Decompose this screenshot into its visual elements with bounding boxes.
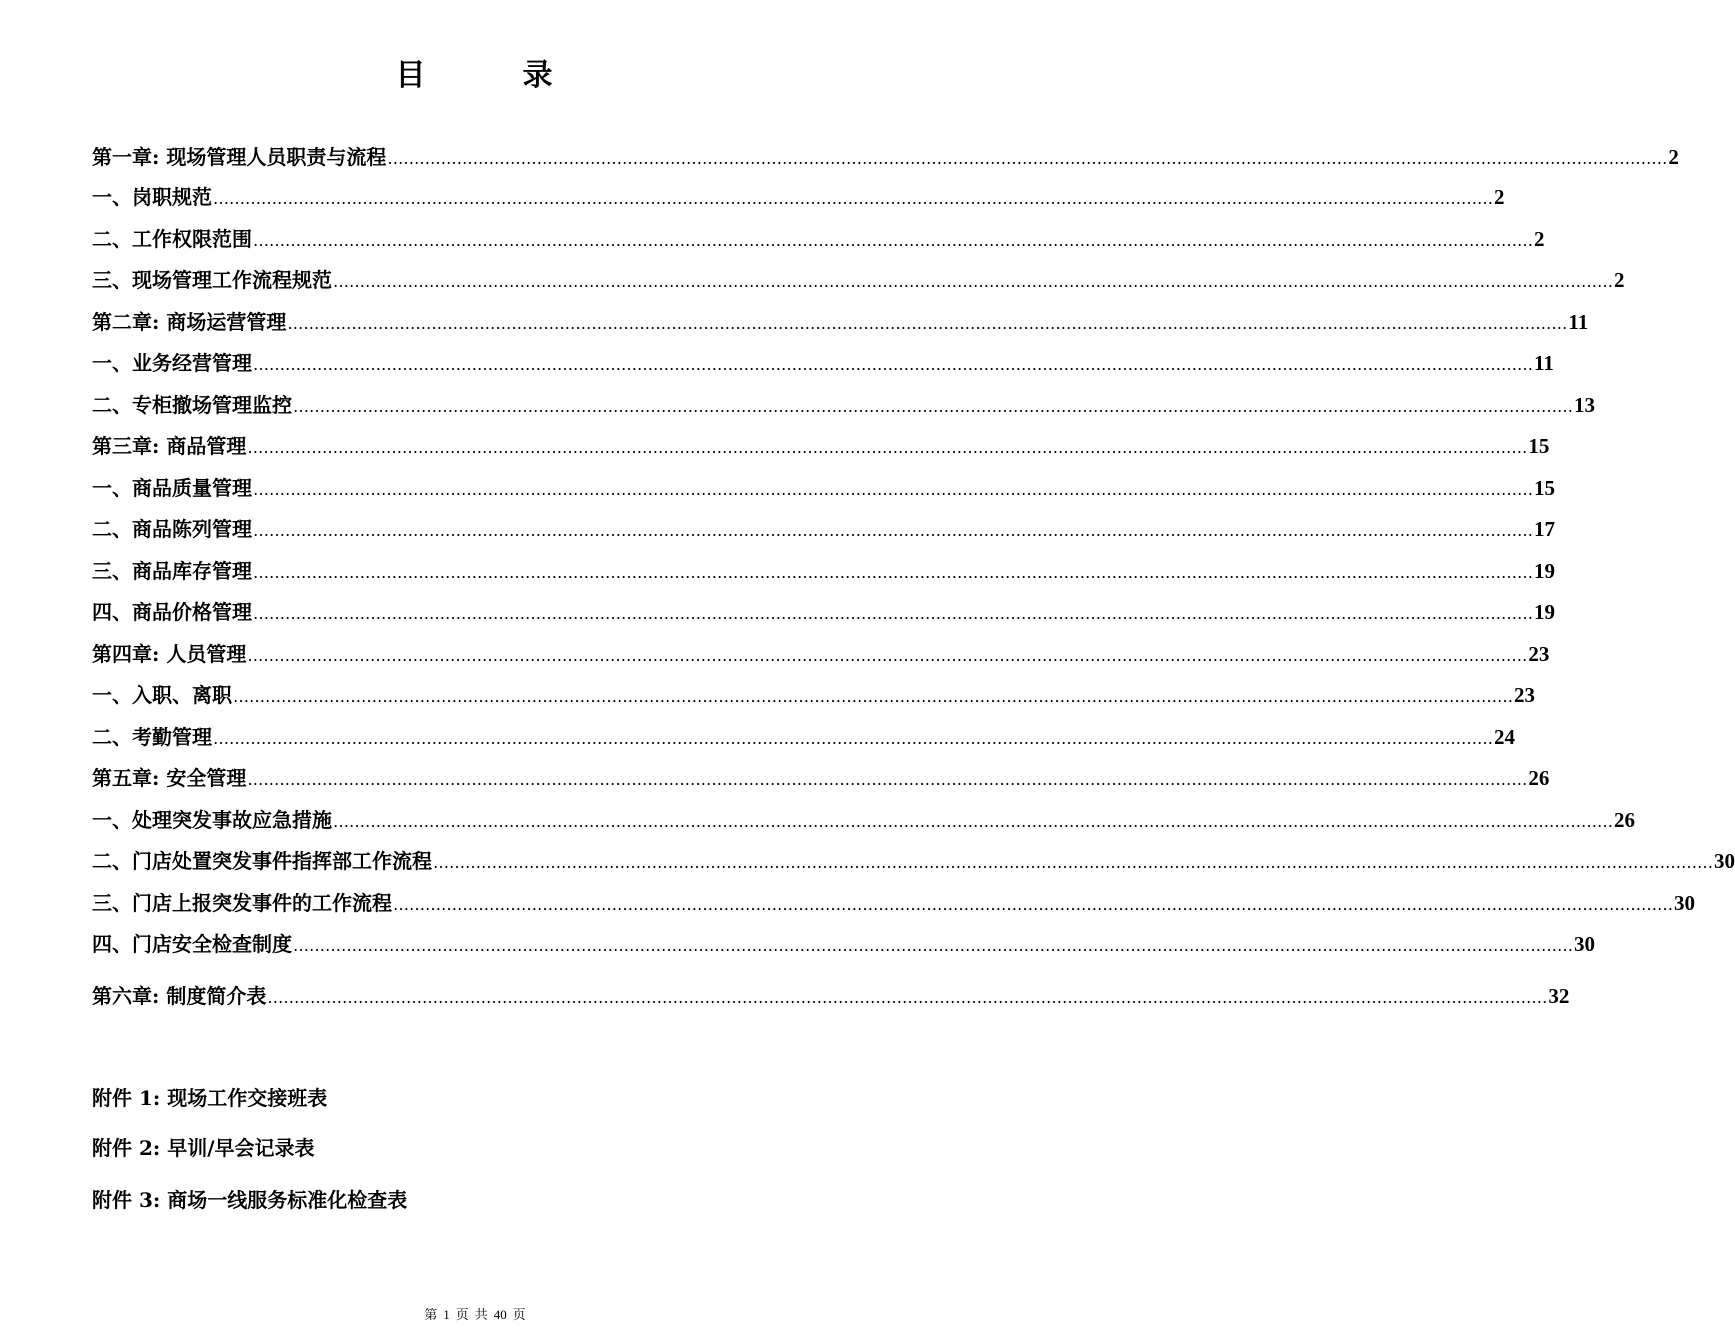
toc-page-number: 2 xyxy=(1668,145,1679,169)
toc-page-number: 19 xyxy=(1534,600,1555,624)
toc-leader: …………………………………………………………………………………………………………………………………………………………………………………………………………………… xyxy=(267,988,1548,1007)
toc-page-number: 2 xyxy=(1614,268,1625,292)
toc-page-number: 11 xyxy=(1568,310,1589,334)
annex-item[interactable]: 附件 3: 商场一线服务标准化检查表 xyxy=(92,1188,408,1212)
toc-label: 三、商品库存管理 xyxy=(92,559,252,583)
toc-label: 四、门店安全检查制度 xyxy=(92,932,292,956)
toc-label: 一、商品质量管理 xyxy=(92,476,252,500)
toc-entry[interactable] xyxy=(92,388,1595,418)
toc-entry[interactable] xyxy=(92,886,1695,916)
toc-page-number: 32 xyxy=(1548,984,1570,1008)
toc-entry[interactable] xyxy=(92,979,1570,1009)
toc-entry[interactable] xyxy=(92,761,1550,791)
toc-label: 三、门店上报突发事件的工作流程 xyxy=(92,891,392,915)
toc-entry[interactable] xyxy=(92,471,1555,501)
footer-prefix: 第 xyxy=(424,1307,438,1322)
toc-label: 第一章: 现场管理人员职责与流程 xyxy=(92,145,387,169)
toc-leader: …………………………………………………………………………………………………………………………………………………………………………………………………………………… xyxy=(233,687,1513,706)
toc-entry[interactable] xyxy=(92,554,1555,584)
toc-leader: …………………………………………………………………………………………………………………………………………………………………………………………………………………… xyxy=(247,770,1528,789)
toc-label: 二、商品陈列管理 xyxy=(92,517,252,541)
toc-entry[interactable] xyxy=(92,678,1535,708)
toc-entry[interactable] xyxy=(92,927,1595,957)
toc-entry[interactable] xyxy=(92,180,1505,210)
toc-page-number: 19 xyxy=(1534,559,1555,583)
toc-label: 一、处理突发事故应急措施 xyxy=(92,808,332,832)
toc-entry[interactable] xyxy=(92,140,1679,170)
toc-entry[interactable] xyxy=(92,429,1550,459)
toc-label: 三、现场管理工作流程规范 xyxy=(92,268,332,292)
toc-entry[interactable] xyxy=(92,346,1554,376)
title-left-char: 目 xyxy=(395,58,428,93)
footer-current-page: 1 xyxy=(443,1307,450,1322)
toc-page-number: 17 xyxy=(1534,517,1555,541)
annex-item[interactable]: 附件 2: 早训/早会记录表 xyxy=(92,1136,315,1160)
toc-leader: …………………………………………………………………………………………………………………………………………………………………………………………………………………… xyxy=(253,231,1533,250)
toc-label: 一、岗职规范 xyxy=(92,185,212,209)
toc-label: 二、门店处置突发事件指挥部工作流程 xyxy=(92,849,432,873)
toc-leader: …………………………………………………………………………………………………………………………………………………………………………………………………………………… xyxy=(333,272,1613,291)
toc-leader: …………………………………………………………………………………………………………………………………………………………………………………………………………………… xyxy=(253,355,1533,374)
toc-page-number: 15 xyxy=(1534,476,1555,500)
toc-entry[interactable] xyxy=(92,844,1735,874)
toc-leader: …………………………………………………………………………………………………………………………………………………………………………………………………………………… xyxy=(293,936,1573,955)
toc-label: 一、入职、离职 xyxy=(92,683,232,707)
page-footer xyxy=(0,1304,950,1323)
toc-leader: …………………………………………………………………………………………………………………………………………………………………………………………………………………… xyxy=(213,189,1493,208)
toc-entry[interactable] xyxy=(92,222,1545,252)
toc-page-number: 24 xyxy=(1494,725,1515,749)
toc-leader: …………………………………………………………………………………………………………………………………………………………………………………………………………………… xyxy=(433,853,1713,872)
toc-page-number: 23 xyxy=(1514,683,1535,707)
footer-page-word: 页 xyxy=(455,1307,469,1322)
toc-page-number: 13 xyxy=(1574,393,1595,417)
toc-page-number: 26 xyxy=(1528,766,1550,790)
toc-page-number: 2 xyxy=(1534,227,1545,251)
toc-label: 第二章: 商场运营管理 xyxy=(92,310,287,334)
toc-page-number: 30 xyxy=(1714,849,1735,873)
toc-entry[interactable] xyxy=(92,637,1550,667)
toc-label: 第六章: 制度简介表 xyxy=(92,984,267,1008)
toc-page-number: 30 xyxy=(1674,891,1695,915)
toc-label: 二、专柜撤场管理监控 xyxy=(92,393,292,417)
toc-leader: …………………………………………………………………………………………………………………………………………………………………………………………………………………… xyxy=(293,397,1573,416)
toc-entry[interactable] xyxy=(92,595,1555,625)
toc-page-number: 23 xyxy=(1528,642,1550,666)
footer-suffix: 页 xyxy=(512,1307,526,1322)
toc-leader: …………………………………………………………………………………………………………………………………………………………………………………………………………………… xyxy=(253,521,1533,540)
toc-leader: …………………………………………………………………………………………………………………………………………………………………………………………………………………… xyxy=(253,563,1533,582)
toc-page-number: 30 xyxy=(1574,932,1595,956)
toc-leader: …………………………………………………………………………………………………………………………………………………………………………………………………………………… xyxy=(387,149,1668,168)
title-right-char: 录 xyxy=(522,58,555,93)
toc-entry[interactable] xyxy=(92,720,1515,750)
toc-page-number: 26 xyxy=(1614,808,1635,832)
toc-leader: …………………………………………………………………………………………………………………………………………………………………………………………………………………… xyxy=(253,480,1533,499)
toc-leader: …………………………………………………………………………………………………………………………………………………………………………………………………………………… xyxy=(253,604,1533,623)
toc-entry[interactable] xyxy=(92,803,1635,833)
page-title xyxy=(0,50,950,94)
toc-entry[interactable] xyxy=(92,512,1555,542)
toc-label: 二、考勤管理 xyxy=(92,725,212,749)
toc-page-number: 2 xyxy=(1494,185,1505,209)
footer-total-pages: 40 xyxy=(493,1307,507,1322)
toc-entry[interactable] xyxy=(92,263,1625,293)
toc-leader: …………………………………………………………………………………………………………………………………………………………………………………………………………………… xyxy=(287,314,1568,333)
toc-label: 第四章: 人员管理 xyxy=(92,642,247,666)
toc-leader: …………………………………………………………………………………………………………………………………………………………………………………………………………………… xyxy=(393,895,1673,914)
toc-leader: …………………………………………………………………………………………………………………………………………………………………………………………………………………… xyxy=(247,438,1528,457)
toc-page-number: 15 xyxy=(1528,434,1550,458)
toc-leader: …………………………………………………………………………………………………………………………………………………………………………………………………………………… xyxy=(333,812,1613,831)
toc-label: 第五章: 安全管理 xyxy=(92,766,247,790)
toc-label: 第三章: 商品管理 xyxy=(92,434,247,458)
toc-leader: …………………………………………………………………………………………………………………………………………………………………………………………………………………… xyxy=(213,729,1493,748)
toc-entry[interactable] xyxy=(92,305,1589,335)
toc-label: 一、业务经营管理 xyxy=(92,351,252,375)
toc-leader: …………………………………………………………………………………………………………………………………………………………………………………………………………………… xyxy=(247,646,1528,665)
toc-label: 四、商品价格管理 xyxy=(92,600,252,624)
footer-total-word: 共 xyxy=(474,1307,488,1322)
toc-page-number: 11 xyxy=(1534,351,1554,375)
annex-item[interactable]: 附件 1: 现场工作交接班表 xyxy=(92,1086,328,1110)
toc-label: 二、工作权限范围 xyxy=(92,227,252,251)
